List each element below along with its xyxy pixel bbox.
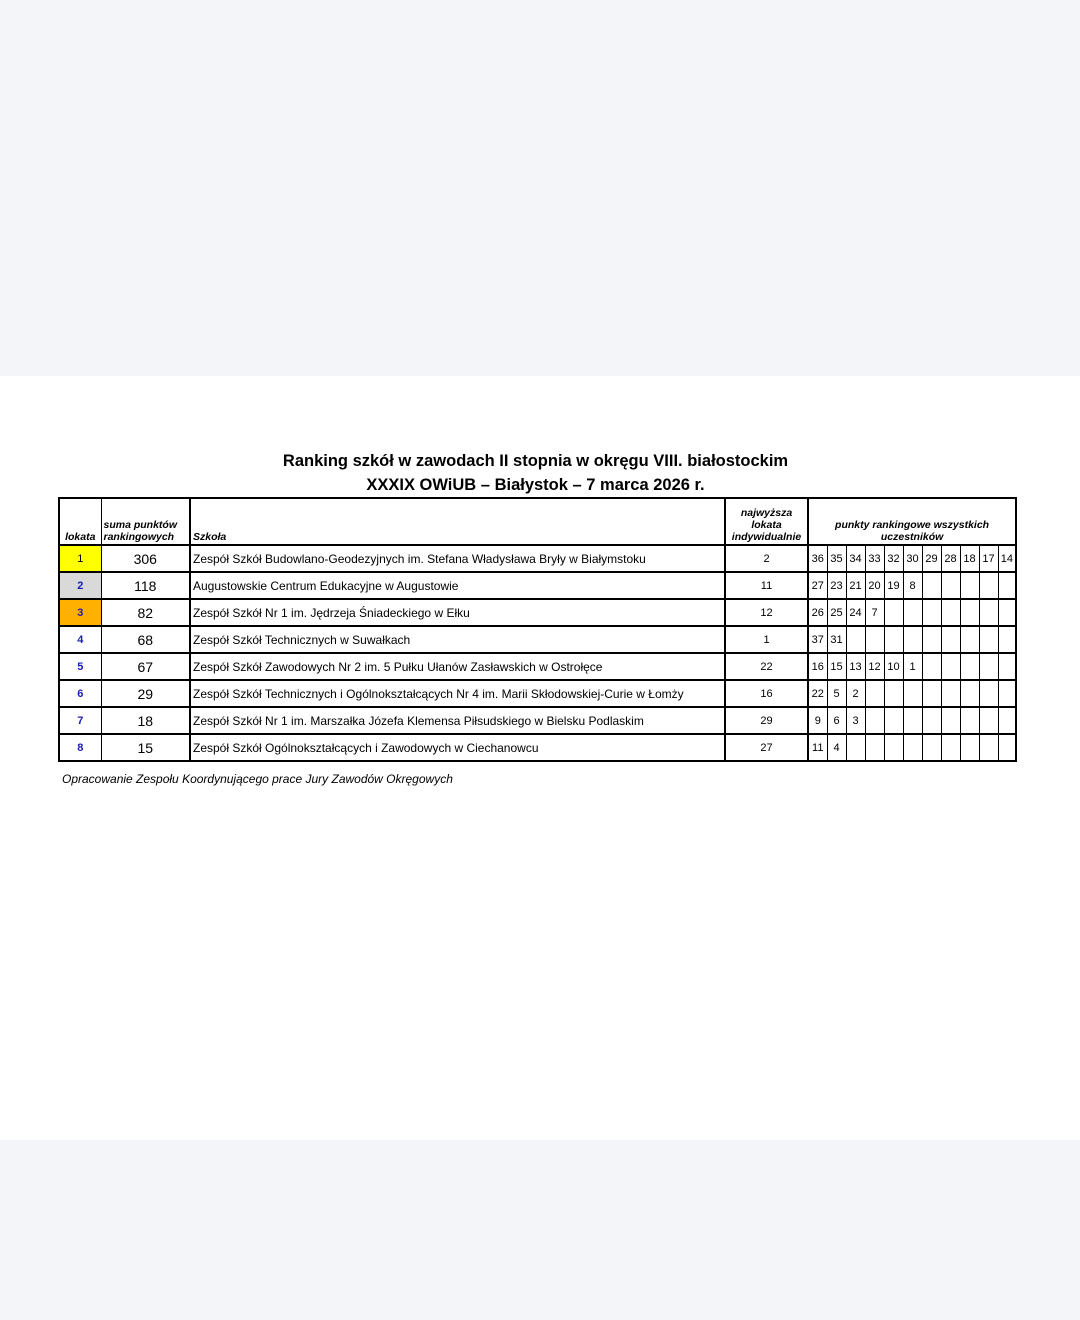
cell-suma: 67 [101, 653, 190, 680]
cell-punkty: 32 [884, 545, 903, 572]
cell-punkty: 24 [846, 599, 865, 626]
title-line-1: Ranking szkół w zawodach II stopnia w okręgu VIII. białostockim [282, 452, 789, 470]
cell-punkty [979, 653, 998, 680]
cell-punkty [941, 626, 960, 653]
cell-punkty [922, 626, 941, 653]
cell-suma: 15 [101, 734, 190, 761]
cell-punkty [865, 707, 884, 734]
cell-punkty: 25 [827, 599, 846, 626]
cell-szkola: Augustowskie Centrum Edukacyjne w Augustowie [190, 572, 725, 599]
table-row [59, 707, 1016, 734]
cell-punkty [998, 599, 1016, 626]
ranking-table-body [59, 545, 1016, 761]
cell-punkty [903, 626, 922, 653]
cell-punkty [903, 707, 922, 734]
cell-punkty [979, 599, 998, 626]
cell-punkty: 8 [903, 572, 922, 599]
cell-punkty [998, 734, 1016, 761]
cell-lokata: 8 [59, 734, 101, 761]
header-punkty-rankingowe: punkty rankingowe wszystkich uczestników [808, 498, 1016, 545]
cell-szkola: Zespół Szkół Technicznych w Suwałkach [190, 626, 725, 653]
cell-punkty [846, 734, 865, 761]
cell-najwyzsza: 1 [725, 626, 808, 653]
cell-punkty: 5 [827, 680, 846, 707]
cell-punkty [922, 680, 941, 707]
cell-punkty [979, 626, 998, 653]
cell-punkty: 6 [827, 707, 846, 734]
cell-punkty [960, 653, 979, 680]
cell-punkty [960, 572, 979, 599]
cell-punkty: 29 [922, 545, 941, 572]
cell-punkty [884, 707, 903, 734]
cell-lokata: 7 [59, 707, 101, 734]
cell-punkty [998, 653, 1016, 680]
cell-punkty [922, 653, 941, 680]
cell-punkty: 26 [808, 599, 827, 626]
table-row [59, 653, 1016, 680]
cell-lokata: 2 [59, 572, 101, 599]
cell-punkty [865, 680, 884, 707]
cell-punkty: 34 [846, 545, 865, 572]
cell-punkty [865, 734, 884, 761]
cell-punkty [922, 734, 941, 761]
title-line-2: XXXIX OWiUB – Białystok – 7 marca 2026 r. [366, 476, 705, 494]
cell-suma: 29 [101, 680, 190, 707]
cell-punkty: 35 [827, 545, 846, 572]
cell-punkty [941, 734, 960, 761]
table-row [59, 680, 1016, 707]
cell-punkty [922, 707, 941, 734]
cell-najwyzsza: 29 [725, 707, 808, 734]
cell-lokata: 4 [59, 626, 101, 653]
cell-punkty [998, 626, 1016, 653]
cell-punkty: 37 [808, 626, 827, 653]
cell-lokata: 6 [59, 680, 101, 707]
cell-punkty: 18 [960, 545, 979, 572]
table-row [59, 545, 1016, 572]
cell-punkty [903, 599, 922, 626]
table-row [59, 734, 1016, 761]
cell-punkty [979, 734, 998, 761]
header-szkola: Szkoła [190, 498, 725, 545]
cell-punkty [922, 572, 941, 599]
cell-lokata: 1 [59, 545, 101, 572]
cell-suma: 118 [101, 572, 190, 599]
footer-note: Opracowanie Zespołu Koordynującego prace Jury Zawodów Okręgowych [62, 772, 453, 786]
cell-najwyzsza: 16 [725, 680, 808, 707]
cell-punkty [998, 680, 1016, 707]
table-row [59, 599, 1016, 626]
cell-szkola: Zespół Szkół Technicznych i Ogólnokształcących Nr 4 im. Marii Skłodowskiej-Curie w Łomży [190, 680, 725, 707]
table-header-row [59, 498, 1016, 545]
cell-najwyzsza: 12 [725, 599, 808, 626]
cell-punkty: 33 [865, 545, 884, 572]
cell-punkty [960, 626, 979, 653]
cell-najwyzsza: 2 [725, 545, 808, 572]
cell-punkty: 23 [827, 572, 846, 599]
cell-punkty: 13 [846, 653, 865, 680]
cell-punkty [884, 626, 903, 653]
cell-punkty: 15 [827, 653, 846, 680]
cell-punkty [884, 734, 903, 761]
cell-szkola: Zespół Szkół Zawodowych Nr 2 im. 5 Pułku Ułanów Zasławskich w Ostrołęce [190, 653, 725, 680]
cell-punkty: 20 [865, 572, 884, 599]
cell-punkty [941, 680, 960, 707]
cell-najwyzsza: 27 [725, 734, 808, 761]
cell-szkola: Zespół Szkół Ogólnokształcących i Zawodowych w Ciechanowcu [190, 734, 725, 761]
cell-punkty: 22 [808, 680, 827, 707]
cell-punkty [941, 599, 960, 626]
cell-szkola: Zespół Szkół Nr 1 im. Jędrzeja Śniadeckiego w Ełku [190, 599, 725, 626]
cell-punkty: 28 [941, 545, 960, 572]
cell-szkola: Zespół Szkół Nr 1 im. Marszałka Józefa Klemensa Piłsudskiego w Bielsku Podlaskim [190, 707, 725, 734]
cell-punkty [884, 680, 903, 707]
cell-punkty [903, 680, 922, 707]
cell-punkty [979, 572, 998, 599]
document-page [0, 376, 1080, 1140]
cell-punkty [960, 734, 979, 761]
cell-punkty [960, 599, 979, 626]
cell-punkty: 27 [808, 572, 827, 599]
cell-punkty [998, 572, 1016, 599]
cell-punkty: 30 [903, 545, 922, 572]
cell-punkty: 3 [846, 707, 865, 734]
cell-punkty [922, 599, 941, 626]
cell-suma: 68 [101, 626, 190, 653]
table-row [59, 572, 1016, 599]
cell-szkola: Zespół Szkół Budowlano-Geodezyjnych im. Stefana Władysława Bryły w Białymstoku [190, 545, 725, 572]
cell-suma: 82 [101, 599, 190, 626]
cell-punkty [998, 707, 1016, 734]
cell-punkty: 1 [903, 653, 922, 680]
cell-najwyzsza: 22 [725, 653, 808, 680]
cell-punkty [960, 680, 979, 707]
cell-punkty [979, 680, 998, 707]
ranking-table [58, 497, 1017, 762]
cell-suma: 306 [101, 545, 190, 572]
cell-punkty [865, 626, 884, 653]
cell-punkty [960, 707, 979, 734]
cell-punkty: 14 [998, 545, 1016, 572]
cell-punkty [979, 707, 998, 734]
cell-punkty [903, 734, 922, 761]
header-najwyzsza-lokata: najwyższa lokata indywidualnie [725, 498, 808, 545]
cell-punkty: 9 [808, 707, 827, 734]
cell-punkty [941, 653, 960, 680]
cell-punkty: 4 [827, 734, 846, 761]
cell-punkty [846, 626, 865, 653]
cell-suma: 18 [101, 707, 190, 734]
cell-punkty: 17 [979, 545, 998, 572]
cell-punkty: 7 [865, 599, 884, 626]
cell-punkty: 2 [846, 680, 865, 707]
cell-lokata: 5 [59, 653, 101, 680]
cell-najwyzsza: 11 [725, 572, 808, 599]
cell-punkty: 10 [884, 653, 903, 680]
header-suma-punktow: suma punktów rankingowych [101, 498, 190, 545]
cell-lokata: 3 [59, 599, 101, 626]
cell-punkty: 19 [884, 572, 903, 599]
cell-punkty [941, 572, 960, 599]
table-row [59, 626, 1016, 653]
header-lokata: lokata [59, 498, 101, 545]
cell-punkty [884, 599, 903, 626]
cell-punkty: 12 [865, 653, 884, 680]
cell-punkty: 21 [846, 572, 865, 599]
cell-punkty: 36 [808, 545, 827, 572]
cell-punkty [941, 707, 960, 734]
cell-punkty: 31 [827, 626, 846, 653]
cell-punkty: 11 [808, 734, 827, 761]
cell-punkty: 16 [808, 653, 827, 680]
